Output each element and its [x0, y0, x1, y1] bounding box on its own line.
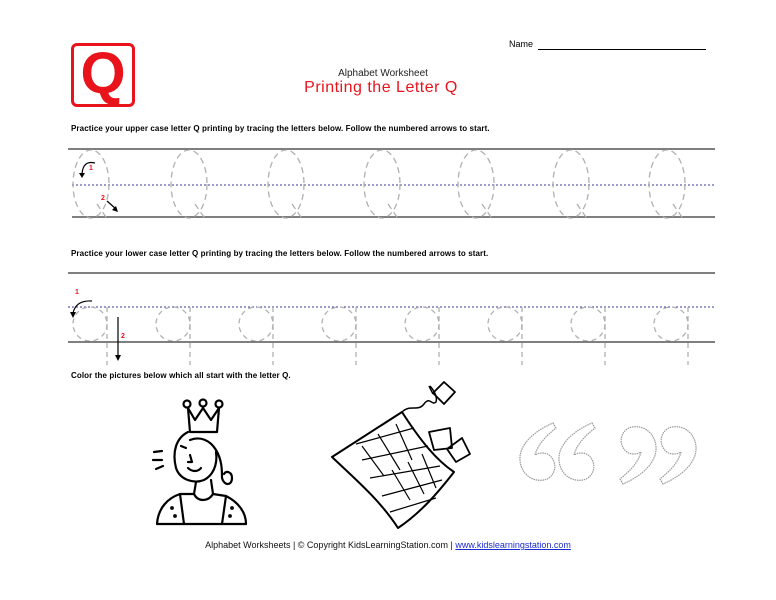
logo-letter: Q	[80, 41, 126, 106]
lowercase-instruction: Practice your lower case letter Q printing by tracing the letters below. Follow the numbered arrows to start.	[71, 249, 489, 258]
queen-icon[interactable]	[153, 400, 246, 525]
stroke-label-1: 1	[89, 165, 93, 172]
footer	[0, 540, 776, 550]
quotation-marks-icon[interactable]	[520, 423, 696, 484]
quilt-icon[interactable]	[332, 382, 470, 528]
stroke-label-1: 1	[75, 289, 79, 296]
coloring-instruction: Color the pictures below which all start with the letter Q.	[71, 371, 291, 380]
stroke-label-2: 2	[121, 333, 125, 340]
footer-copyright: Alphabet Worksheets | © Copyright KidsLearningStation.com |	[205, 540, 456, 550]
worksheet-subtitle: Alphabet Worksheet	[338, 68, 428, 79]
name-label: Name	[509, 39, 534, 49]
worksheet-title: Printing the Letter Q	[304, 79, 458, 96]
uppercase-instruction: Practice your upper case letter Q printing by tracing the letters below. Follow the numbered arrows to start.	[71, 124, 490, 133]
footer-website-link[interactable]: www.kidslearningstation.com	[455, 540, 571, 550]
stroke-label-2: 2	[101, 195, 105, 202]
